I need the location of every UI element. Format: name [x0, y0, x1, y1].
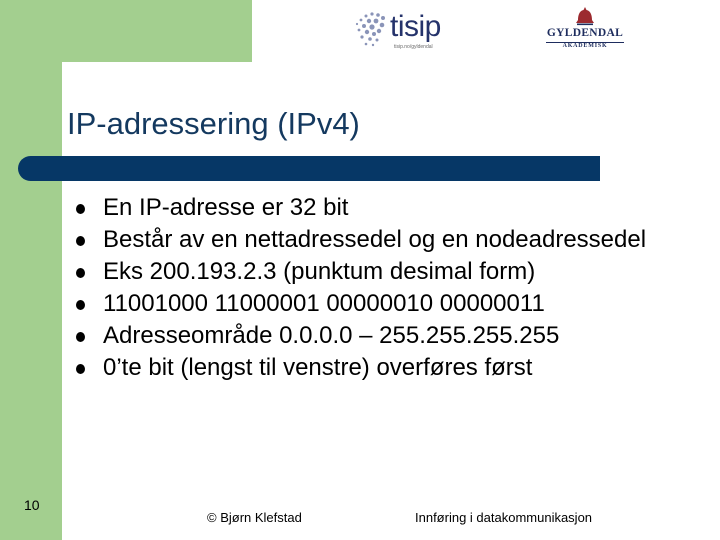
bullet-icon	[76, 268, 85, 278]
bullet-item	[76, 256, 696, 288]
bullet-icon	[76, 204, 85, 214]
top-green-band	[0, 0, 252, 62]
bullet-icon	[76, 332, 85, 342]
tisip-logo	[352, 8, 462, 50]
bullet-item	[76, 288, 696, 320]
bullet-text: 11001000 11000001 00000010 00000011	[103, 290, 545, 317]
bullet-list	[76, 192, 696, 384]
tisip-tagline: tisip.no/gyldendal	[394, 44, 433, 50]
bullet-item	[76, 320, 696, 352]
gyldendal-name: GYLDENDAL	[546, 27, 624, 39]
slide-number: 10	[24, 497, 40, 513]
tisip-dots-icon	[352, 10, 388, 48]
bullet-text: Eks 200.193.2.3 (punktum desimal form)	[103, 258, 536, 285]
bullet-text: Består av en nettadressedel og en nodeadressedel	[103, 226, 647, 253]
slide-title: IP-adressering (IPv4)	[67, 106, 360, 141]
bullet-icon	[76, 236, 85, 246]
bullet-text: 0’te bit (lengst til venstre) overføres først	[103, 354, 533, 381]
bullet-item	[76, 224, 696, 256]
bullet-text: En IP-adresse er 32 bit	[103, 194, 349, 221]
bullet-icon	[76, 364, 85, 374]
footer-author: © Bjørn Klefstad	[207, 510, 302, 525]
tisip-wordmark: tisip	[390, 10, 441, 43]
gyldendal-bell-icon	[574, 6, 596, 26]
gyldendal-logo	[544, 6, 626, 48]
footer-course: Innføring i datakommunikasjon	[415, 510, 593, 525]
bullet-text: Adresseområde 0.0.0.0 – 255.255.255.255	[103, 322, 560, 349]
left-green-band	[0, 0, 62, 540]
bullet-item	[76, 192, 696, 224]
bullet-item	[76, 352, 696, 384]
gyldendal-subtitle: AKADEMISK	[562, 43, 608, 49]
bullet-icon	[76, 300, 85, 310]
title-underline-bar	[18, 156, 600, 181]
